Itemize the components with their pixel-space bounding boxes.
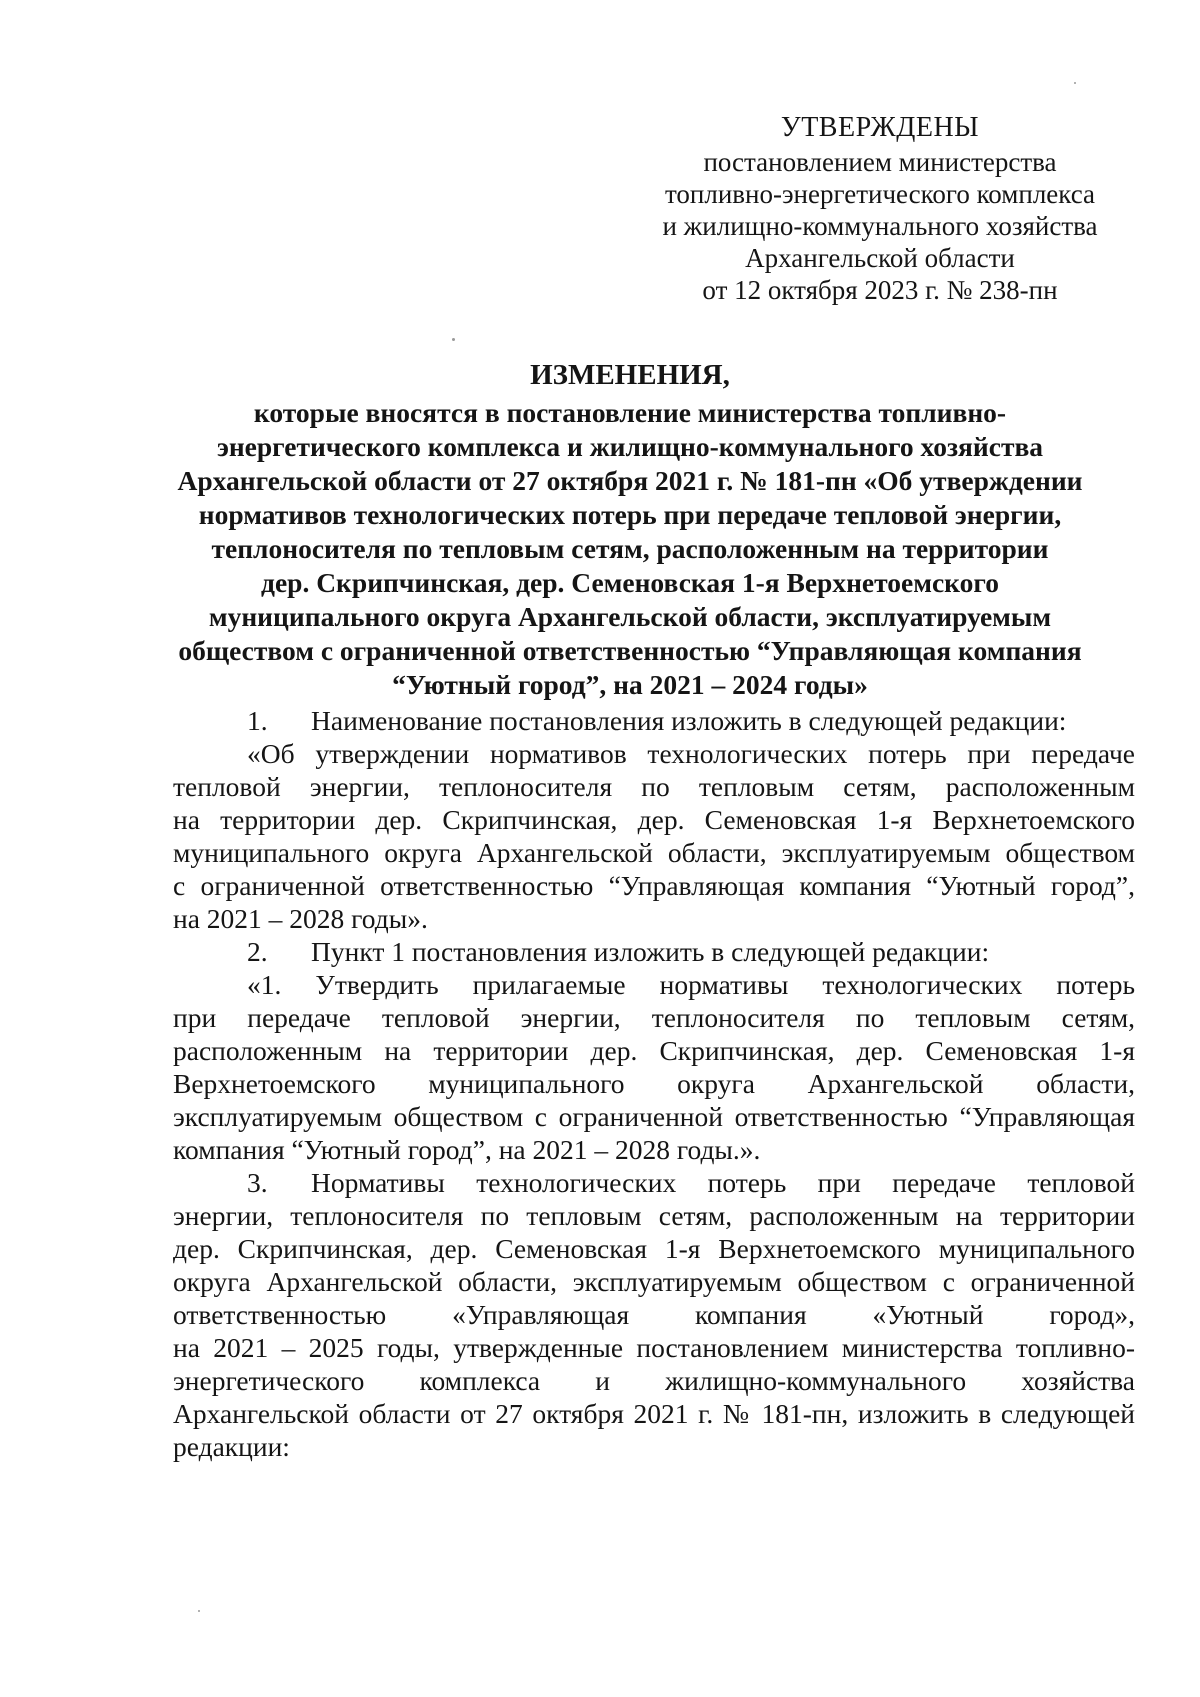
item-intro-text: Наименование постановления изложить в следующей редакции:	[311, 705, 1067, 736]
scan-speck	[452, 338, 455, 341]
title-subtitle-line: обществом с ограниченной ответственностью “Управляющая компания	[178, 635, 1082, 666]
item-first-line-text: Нормативы технологических потерь при передаче тепловой	[311, 1167, 1135, 1198]
title-subtitle-line: теплоносителя по тепловым сетям, расположенным на территории	[211, 533, 1049, 564]
item-3-line: округа Архангельской области, эксплуатируемым обществом с ограниченной	[173, 1266, 1135, 1297]
quote-line: Верхнетоемского муниципального округа Архангельской области,	[173, 1068, 1135, 1099]
quote-line: компания “Уютный город”, на 2021 – 2028 годы.».	[173, 1134, 761, 1165]
title-subtitle-line: энергетического комплекса и жилищно-коммунального хозяйства	[216, 431, 1044, 462]
item-1	[173, 704, 1135, 935]
item-2	[173, 935, 1135, 1166]
title-subtitle-line: которые вносятся в постановление министерства топливно-	[253, 397, 1007, 428]
item-intro-text: Пункт 1 постановления изложить в следующей редакции:	[311, 936, 990, 967]
item-3-first-line	[173, 1166, 1135, 1199]
item-3-line: ответственностью «Управляющая компания «Уютный город»,	[173, 1299, 1135, 1330]
quote-line: на 2021 – 2028 годы».	[173, 903, 428, 934]
title-subtitle-line: “Уютный город”, на 2021 – 2024 годы»	[392, 669, 868, 700]
item-2-intro-line	[173, 935, 1135, 968]
item-1-intro-line	[173, 704, 1135, 737]
title-subtitle-line: Архангельской области от 27 октября 2021 г. № 181-пн «Об утверждении	[177, 465, 1083, 496]
quote-line: муниципального округа Архангельской области, эксплуатируемым обществом	[173, 837, 1135, 868]
quote-line: расположенным на территории дер. Скрипчинская, дер. Семеновская 1-я	[173, 1035, 1135, 1066]
title-subtitle-line: муниципального округа Архангельской области, эксплуатируемым	[208, 601, 1052, 632]
item-3-line: редакции:	[173, 1431, 290, 1462]
item-3	[173, 1166, 1135, 1463]
approval-line: топливно-энергетического комплекса	[664, 179, 1096, 209]
item-number: 3.	[247, 1167, 268, 1198]
quote-line: на территории дер. Скрипчинская, дер. Семеновская 1-я Верхнетоемского	[173, 804, 1135, 835]
document-title-block	[150, 358, 1110, 702]
approval-line: и жилищно-коммунального хозяйства	[662, 211, 1098, 241]
item-3-line: на 2021 – 2025 годы, утвержденные постановлением министерства топливно-	[173, 1332, 1135, 1363]
quote-line: «Об утверждении нормативов технологических потерь при передаче	[247, 738, 1135, 769]
approval-line: Архангельской области	[745, 243, 1015, 273]
document-body	[173, 704, 1135, 1463]
item-number: 2.	[247, 936, 268, 967]
quote-line: «1. Утвердить прилагаемые нормативы технологических потерь	[247, 969, 1135, 1000]
approval-line: от 12 октября 2023 г. № 238-пн	[702, 275, 1058, 305]
approval-line: постановлением министерства	[703, 147, 1057, 177]
quote-line: с ограниченной ответственностью “Управляющая компания “Уютный город”,	[173, 870, 1135, 901]
scan-speck	[1074, 82, 1076, 84]
title-subtitle-line: дер. Скрипчинская, дер. Семеновская 1-я Верхнетоемского	[261, 567, 999, 598]
item-3-line: энергетического комплекса и жилищно-коммунального хозяйства	[173, 1365, 1135, 1396]
quote-line: тепловой энергии, теплоносителя по тепловым сетям, расположенным	[173, 771, 1135, 802]
quote-line: эксплуатируемым обществом с ограниченной ответственностью “Управляющая	[173, 1101, 1135, 1132]
approval-stamp-block	[640, 112, 1120, 306]
item-number: 1.	[247, 705, 268, 736]
item-3-line: энергии, теплоносителя по тепловым сетям, расположенным на территории	[173, 1200, 1135, 1231]
quote-line: при передаче тепловой энергии, теплоносителя по тепловым сетям,	[173, 1002, 1135, 1033]
item-3-line: дер. Скрипчинская, дер. Семеновская 1-я Верхнетоемского муниципального	[173, 1233, 1135, 1264]
approval-heading: УТВЕРЖДЕНЫ	[780, 112, 980, 143]
title-subtitle-line: нормативов технологических потерь при передаче тепловой энергии,	[198, 499, 1062, 530]
document-title: ИЗМЕНЕНИЯ,	[530, 359, 730, 391]
scan-speck	[198, 1610, 200, 1612]
item-3-line: Архангельской области от 27 октября 2021 г. № 181-пн, изложить в следующей	[173, 1398, 1135, 1429]
